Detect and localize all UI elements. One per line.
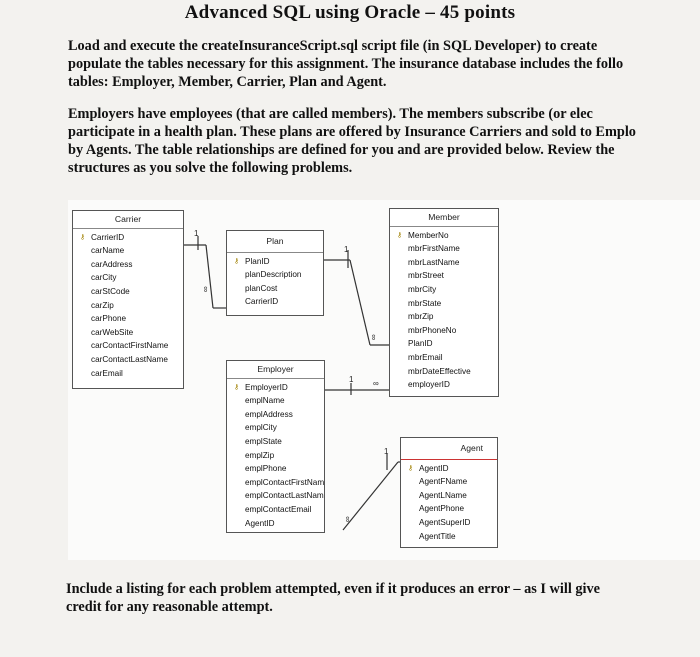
field-name: emplZip (245, 450, 275, 460)
text-line: participate in a health plan. These plans are offered by Insurance Carriers and sold to Emplo (68, 124, 636, 140)
field-name: mbrPhoneNo (408, 325, 457, 335)
table-field (227, 295, 323, 309)
field-name: emplPhone (245, 464, 287, 474)
table-field (390, 351, 498, 365)
table-field (73, 258, 183, 272)
field-list (73, 229, 183, 389)
table-field (227, 449, 324, 463)
text-line: tables: Employer, Member, Carrier, Plan and Agent. (68, 74, 387, 90)
text-line: Include a listing for each problem attempted, even if it produces an error – as I will give (66, 581, 600, 597)
table-field (401, 489, 497, 503)
field-list (390, 227, 498, 396)
field-name: planDescription (245, 270, 302, 280)
field-name: emplContactLastNam (245, 491, 324, 501)
primary-key-icon: ⚷ (234, 383, 240, 391)
primary-key-icon: ⚷ (397, 231, 403, 239)
relationship-paragraph (68, 105, 700, 177)
primary-key-field (73, 231, 183, 245)
primary-key-field (227, 381, 324, 395)
field-name: carCity (91, 273, 117, 283)
table-field (73, 339, 183, 353)
field-name: PlanID (408, 339, 433, 349)
table-field (227, 476, 324, 490)
field-list (401, 460, 497, 548)
table-title: Agent (401, 438, 497, 460)
table-title: Plan (227, 231, 323, 253)
table-field (390, 242, 498, 256)
table-title: Carrier (73, 211, 183, 229)
table-field (401, 530, 497, 544)
table-field (227, 435, 324, 449)
field-name: emplState (245, 436, 282, 446)
primary-key-field (390, 229, 498, 243)
one-label: 1 (344, 245, 349, 254)
field-name: mbrDateEffective (408, 366, 471, 376)
field-name: emplCity (245, 423, 277, 433)
primary-key-icon: ⚷ (408, 464, 414, 472)
primary-key-icon: ⚷ (80, 233, 86, 241)
table-field (390, 269, 498, 283)
employer-table (226, 360, 325, 533)
table-field (227, 517, 324, 531)
field-name: carZip (91, 300, 114, 310)
text-line: Employers have employees (that are called members). The members subscribe (or elec (68, 106, 593, 122)
field-name: carPhone (91, 314, 127, 324)
field-name: mbrZip (408, 312, 434, 322)
table-field (227, 503, 324, 517)
member-table (389, 208, 499, 397)
field-name: AgentPhone (419, 504, 465, 514)
table-field (227, 462, 324, 476)
table-field (390, 256, 498, 270)
table-field (390, 337, 498, 351)
text-line: structures as you solve the following problems. (68, 160, 353, 176)
table-field (73, 271, 183, 285)
one-label: 1 (384, 447, 389, 456)
primary-key-field (401, 462, 497, 476)
field-name: emplName (245, 396, 285, 406)
page-title: Advanced SQL using Oracle – 45 points (184, 2, 516, 23)
many-label: ∞ (201, 286, 210, 292)
field-name: emplContactFirstNam (245, 477, 325, 487)
many-label: ∞ (343, 516, 352, 522)
table-field (390, 297, 498, 311)
field-name: mbrStreet (408, 271, 444, 281)
field-name: PlanID (245, 256, 270, 266)
field-name: AgentID (245, 518, 275, 528)
plan-table (226, 230, 324, 316)
table-field (73, 312, 183, 326)
field-name: CarrierID (91, 232, 125, 242)
field-name: AgentLName (419, 490, 467, 500)
field-name: AgentID (419, 463, 449, 473)
many-label: ∞ (373, 379, 379, 388)
field-name: mbrLastName (408, 257, 460, 267)
table-field (73, 353, 183, 367)
field-name: MemberNo (408, 230, 449, 240)
field-name: emplContactEmail (245, 504, 312, 514)
table-field (73, 326, 183, 340)
table-field (227, 421, 324, 435)
field-list (227, 253, 323, 315)
table-field (227, 489, 324, 503)
primary-key-icon: ⚷ (234, 257, 240, 265)
field-name: EmployerID (245, 382, 288, 392)
table-field (73, 367, 183, 381)
one-label: 1 (194, 229, 199, 238)
field-name: planCost (245, 283, 278, 293)
field-name: mbrState (408, 298, 442, 308)
table-field (401, 516, 497, 530)
table-field (390, 310, 498, 324)
field-list (227, 379, 324, 533)
table-field (227, 282, 323, 296)
field-name: carName (91, 246, 125, 256)
text-line: by Agents. The table relationships are defined for you and are provided below. Review the (68, 142, 615, 158)
text-line: Load and execute the createInsuranceScript.sql script file (in SQL Developer) to create (68, 38, 598, 54)
field-name: carEmail (91, 368, 123, 378)
table-field (227, 268, 323, 282)
field-name: carWebSite (91, 327, 134, 337)
field-name: carAddress (91, 259, 133, 269)
table-field (390, 283, 498, 297)
text-line: populate the tables necessary for this assignment. The insurance database includes the follo (68, 56, 624, 72)
field-name: carContactLastName (91, 354, 168, 364)
carrier-table (72, 210, 184, 389)
field-name: mbrEmail (408, 352, 443, 362)
field-name: AgentTitle (419, 531, 456, 541)
closing-paragraph (66, 580, 700, 616)
agent-table (400, 437, 498, 548)
field-name: emplAddress (245, 409, 293, 419)
primary-key-field (227, 255, 323, 269)
many-label: ∞ (369, 334, 378, 340)
table-field (73, 285, 183, 299)
table-field (390, 378, 498, 392)
table-title: Employer (227, 361, 324, 379)
table-field (401, 502, 497, 516)
table-field (73, 299, 183, 313)
field-name: mbrCity (408, 284, 437, 294)
field-name: carStCode (91, 286, 130, 296)
field-name: AgentSuperID (419, 517, 471, 527)
intro-paragraph (68, 37, 700, 91)
field-name: employerID (408, 380, 450, 390)
field-name: AgentFName (419, 477, 468, 487)
table-title: Member (390, 209, 498, 227)
table-field (73, 244, 183, 258)
table-field (227, 394, 324, 408)
table-field (390, 324, 498, 338)
table-field (390, 365, 498, 379)
text-line: credit for any reasonable attempt. (66, 599, 273, 615)
field-name: mbrFirstName (408, 244, 460, 254)
table-field (227, 408, 324, 422)
one-label: 1 (349, 375, 354, 384)
field-name: carContactFirstName (91, 341, 169, 351)
table-field (401, 475, 497, 489)
er-diagram (68, 200, 700, 560)
field-name: CarrierID (245, 297, 279, 307)
